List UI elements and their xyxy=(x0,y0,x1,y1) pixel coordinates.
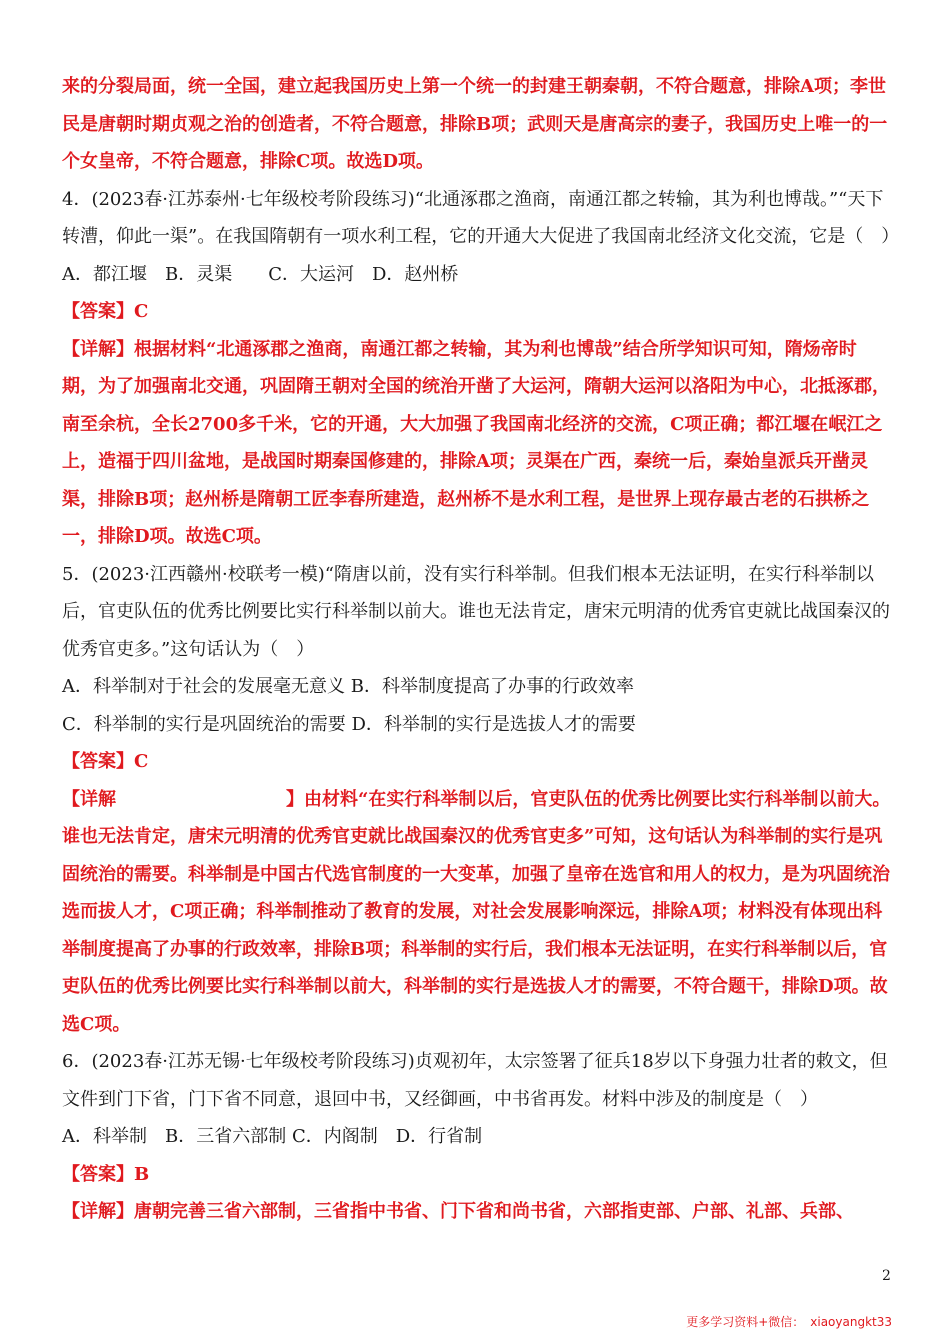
page-number: 2 xyxy=(882,1268,891,1284)
answer-4: 【答案】C xyxy=(62,301,149,322)
question-6: 6．(2023春·江苏无锡·七年级校考阶段练习)贞观初年，太宗签署了征兵18岁以下身强力壮者的敕文，但文件到门下省，门下省不同意，退回中书，又经御画，中书省再发。材料中涉及的制度是（ ） xyxy=(62,1051,888,1110)
document-body xyxy=(62,68,900,1231)
footer-text: 更多学习资料+微信： xiaoyangkt33 xyxy=(686,1315,892,1329)
detail-5-lead: 【详解 xyxy=(62,788,116,810)
answer-6: 【答案】B xyxy=(62,1163,150,1185)
detail-4: 【详解】根据材料“北通涿郡之渔商，南通江都之转输，其为利也博哉”结合所学知识可知，隋炀帝时期，为了加强南北交通，巩固隋王朝对全国的统治开凿了大运河，隋朝大运河以洛阳为中心，北抵涿郡，南至余杭，全长2700多千米，它的开通，大大加强了我国南北经济的交流，C项正确；都江堰在岷江之上，造福于四川盆地，是战国时期秦国修建的，排除A项；灵渠在广西，秦统一后，秦始皇派兵开凿灵渠，排除B项；赵州桥是隋朝工匠李春所建造，赵州桥不是水利工程，是世界上现存最古老的石拱桥之一，排除D项。故选C项。 xyxy=(62,338,890,547)
question-6-options: A．科举制 B．三省六部制 C．内阁制 D．行省制 xyxy=(62,1126,483,1147)
question-5: 5．(2023·江西赣州·校联考一模)“隋唐以前，没有实行科举制。但我们根本无法证明，在实行科举制以后，官吏队伍的优秀比例要比实行科举制以前大。谁也无法肯定，唐宋元明清的优秀官吏就比战国秦汉的优秀官吏多。”这句话认为（ ） xyxy=(62,563,890,660)
detail-6: 【详解】唐朝完善三省六部制，三省指中书省、门下省和尚书省，六部指吏部、户部、礼部、兵部、 xyxy=(62,1201,854,1222)
question-4: 4．(2023春·江苏泰州·七年级校考阶段练习)“北通涿郡之渔商，南通江都之转输，其为利也博哉。”“天下转漕，仰此一渠”。在我国隋朝有一项水利工程，它的开通大大促进了我国南北经济文化交流，它是（ ） xyxy=(62,188,900,247)
question-4-options: A．都江堰 B．灵渠 C．大运河 D．赵州桥 xyxy=(62,263,459,285)
detail-5-text: 】由材料“在实行科举制以后，官吏队伍的优秀比例要比实行科举制以前大。谁也无法肯定，唐宋元明清的优秀官吏就比战国秦汉的优秀官吏多”可知，这句话认为科举制的实行是巩固统治的需要。科举制是中国古代选官制度的一大变革，加强了皇帝在选官和用人的权力，是为巩固统治选而拔人才，C项正确；科举制推动了教育的发展，对社会发展影响深远，排除A项；材料没有体现出科举制度提高了办事的行政效率，排除B项；科举制的实行后，我们根本无法证明，在实行科举制以后，官吏队伍的优秀比例要比实行科举制以前大，科举制的实行是选拔人才的需要，不符合题干，排除D项。故选C项。 xyxy=(62,788,891,1035)
detail-5 xyxy=(62,781,892,1044)
answer-5: 【答案】C xyxy=(62,751,149,772)
question-5-options-ab: A．科举制对于社会的发展毫无意义 B．科举制度提高了办事的行政效率 xyxy=(62,676,634,697)
question-5-options-cd: C．科举制的实行是巩固统治的需要 D．科举制的实行是选拔人才的需要 xyxy=(62,713,636,735)
paragraph-continuation: 来的分裂局面，统一全国，建立起我国历史上第一个统一的封建王朝秦朝，不符合题意，排除A项；李世民是唐朝时期贞观之治的创造者，不符合题意，排除B项；武则天是唐高宗的妻子，我国历史上唯一的一个女皇帝，不符合题意，排除C项。故选D项。 xyxy=(62,76,888,172)
